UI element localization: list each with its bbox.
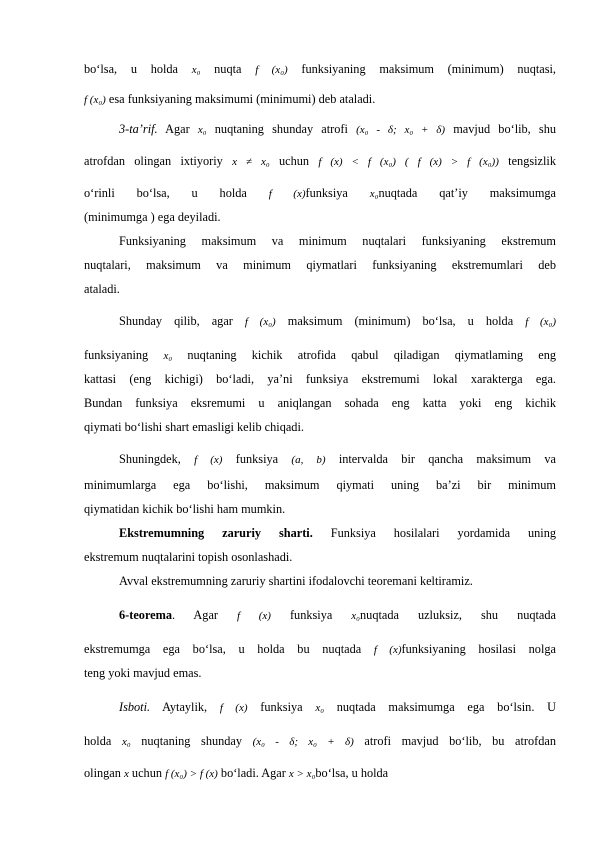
text-run: holda (84, 734, 122, 748)
text-line-24 (84, 696, 556, 721)
math-expression: f (x₀) > f (x) (165, 768, 218, 780)
math-expression: x₀ (163, 350, 173, 362)
math-expression: x₀ (315, 702, 325, 714)
text-run: . Agar (172, 608, 238, 622)
math-expression: x₀ (197, 124, 207, 136)
text-run: intervalda bir qancha maksimum va (325, 452, 557, 466)
text-run: funksiya (305, 186, 370, 200)
bold-term: Ekstremumning zaruriy sharti. (119, 526, 313, 540)
text-run: atrofi mavjud bo‘lib, bu atrofdan (353, 734, 557, 748)
text-run: uchun (269, 154, 319, 168)
math-expression: f (x) (237, 610, 271, 622)
text-run: nuqtalari, maksimum va minimum qiymatlari funksiyaning ekstremumlari deb (84, 258, 556, 272)
text-run: funksiya (222, 452, 292, 466)
text-line-18 (84, 522, 556, 546)
text-run: o‘rinli bo‘lsa, u holda (84, 186, 269, 200)
text-line-8 (84, 254, 556, 278)
text-run: teng yoki mavjud emas. (84, 666, 202, 680)
math-expression: f (x₀) (255, 64, 288, 76)
math-expression: (a, b) (291, 454, 326, 466)
text-run: nuqta (200, 62, 256, 76)
math-expression: x₀ (191, 64, 201, 76)
math-expression: f (x) < f (x₀) ( f (x) > f (x₀)) (318, 156, 499, 168)
text-run: Shuningdek, (119, 452, 195, 466)
math-expression: f (x₀) (525, 316, 557, 328)
text-run: maksimum (minimum) bo‘lsa, u holda (275, 314, 526, 328)
math-expression: f (x₀) (244, 316, 276, 328)
math-expression: (x₀ - δ; x₀ + δ) (356, 124, 446, 136)
text-line-3 (84, 118, 556, 143)
math-expression: f (x) (373, 644, 402, 656)
text-run: olingan (84, 766, 124, 780)
text-line-23 (84, 662, 556, 686)
text-line-6 (84, 206, 556, 230)
text-run: nuqtada qat’iy maksimumga (378, 186, 556, 200)
text-run: funksiyaning maksimum (minimum) nuqtasi, (287, 62, 557, 76)
text-run: esa funksiyaning maksimumi (minimumi) deb ataladi. (105, 92, 376, 106)
text-line-22 (84, 638, 556, 663)
text-run: qiymatidan kichik bo‘lishi ham mumkin. (84, 502, 286, 516)
bold-term: 6-teorema (119, 608, 173, 622)
text-run: funksiyaning hosilasi nolga (401, 642, 556, 656)
text-run: ekstremumga ega bo‘lsa, u holda bu nuqtada (84, 642, 374, 656)
text-line-7 (84, 230, 556, 254)
text-run: tengsizlik (498, 154, 556, 168)
text-run: bo‘ladi. Agar (217, 766, 289, 780)
text-run: Funksiyaning maksimum va minimum nuqtalari funksiyaning ekstremum (119, 234, 556, 248)
text-line-15 (84, 448, 556, 473)
text-line-2 (84, 88, 556, 113)
text-line-9 (84, 278, 556, 302)
text-run: Avval ekstremumning zaruriy shartini ifodalovchi teoremani keltiramiz. (119, 574, 473, 588)
text-line-13 (84, 392, 556, 416)
text-run: funksiya (247, 700, 316, 714)
text-line-20 (84, 570, 556, 594)
math-expression: x₀ (121, 736, 131, 748)
text-line-25 (84, 730, 556, 755)
text-run: nuqtaning shunday atrofi (206, 122, 357, 136)
text-run: minimumlarga ega bo‘lishi, maksimum qiymati uning ba’zi bir minimum (84, 478, 556, 492)
math-expression: f (x) (219, 702, 248, 714)
math-expression: x > x₀ (288, 768, 316, 780)
text-run: qiymati bo‘lishi shart emasligi kelib chiqadi. (84, 420, 304, 434)
italic-term: 3-ta’rif. (119, 122, 158, 136)
text-line-14 (84, 416, 556, 440)
text-line-11 (84, 344, 556, 369)
math-expression: f (x₀) (84, 94, 106, 106)
text-run: atrofdan olingan ixtiyoriy (84, 154, 233, 168)
math-expression: x₀ (351, 610, 361, 622)
text-line-10 (84, 310, 556, 335)
text-line-21 (84, 604, 556, 629)
text-run: Agar (157, 122, 198, 136)
math-expression: x₀ (369, 188, 379, 200)
math-expression: x ≠ x₀ (232, 156, 270, 168)
text-run: funksiyaning (84, 348, 164, 362)
text-run: funksiya (270, 608, 352, 622)
text-run: uchun (128, 766, 166, 780)
text-run: kattasi (eng kichigi) bo‘ladi, ya’ni funksiya ekstremumi lokal xarakterga ega. (84, 372, 556, 386)
math-expression: f (x) (268, 188, 306, 200)
text-line-26 (84, 762, 556, 787)
text-run: Shunday qilib, agar (119, 314, 245, 328)
text-run: mavjud bo‘lib, shu (445, 122, 557, 136)
text-line-5 (84, 182, 556, 207)
text-line-16 (84, 474, 556, 498)
text-run: bo‘lsa, u holda (315, 766, 389, 780)
text-run: nuqtaning kichik atrofida qabul qiladigan qiymatlaming eng (172, 348, 556, 362)
math-expression: f (x) (194, 454, 223, 466)
text-line-19 (84, 546, 556, 570)
text-run: bo‘lsa, u holda (84, 62, 192, 76)
italic-term: Isboti. (119, 700, 151, 714)
text-line-4 (84, 150, 556, 175)
text-line-1 (84, 58, 556, 83)
text-run: ekstremum nuqtalarini topish osonlashadi. (84, 550, 293, 564)
text-run: nuqtada maksimumga ega bo‘lsin. U (324, 700, 557, 714)
text-line-17 (84, 498, 556, 522)
text-run: Funksiya hosilalari yordamida uning (312, 526, 557, 540)
math-expression: x (123, 768, 129, 780)
text-run: nuqtaning shunday (130, 734, 253, 748)
math-expression: (x₀ - δ; x₀ + δ) (252, 736, 354, 748)
text-run: (minimumga ) ega deyiladi. (84, 210, 221, 224)
text-line-12 (84, 368, 556, 392)
text-run: Bundan funksiya eksremumi u aniqlangan sohada eng katta yoki eng kichik (84, 396, 556, 410)
text-run: ataladi. (84, 282, 120, 296)
text-run: nuqtada uzluksiz, shu nuqtada (360, 608, 556, 622)
text-run: Aytaylik, (150, 700, 220, 714)
